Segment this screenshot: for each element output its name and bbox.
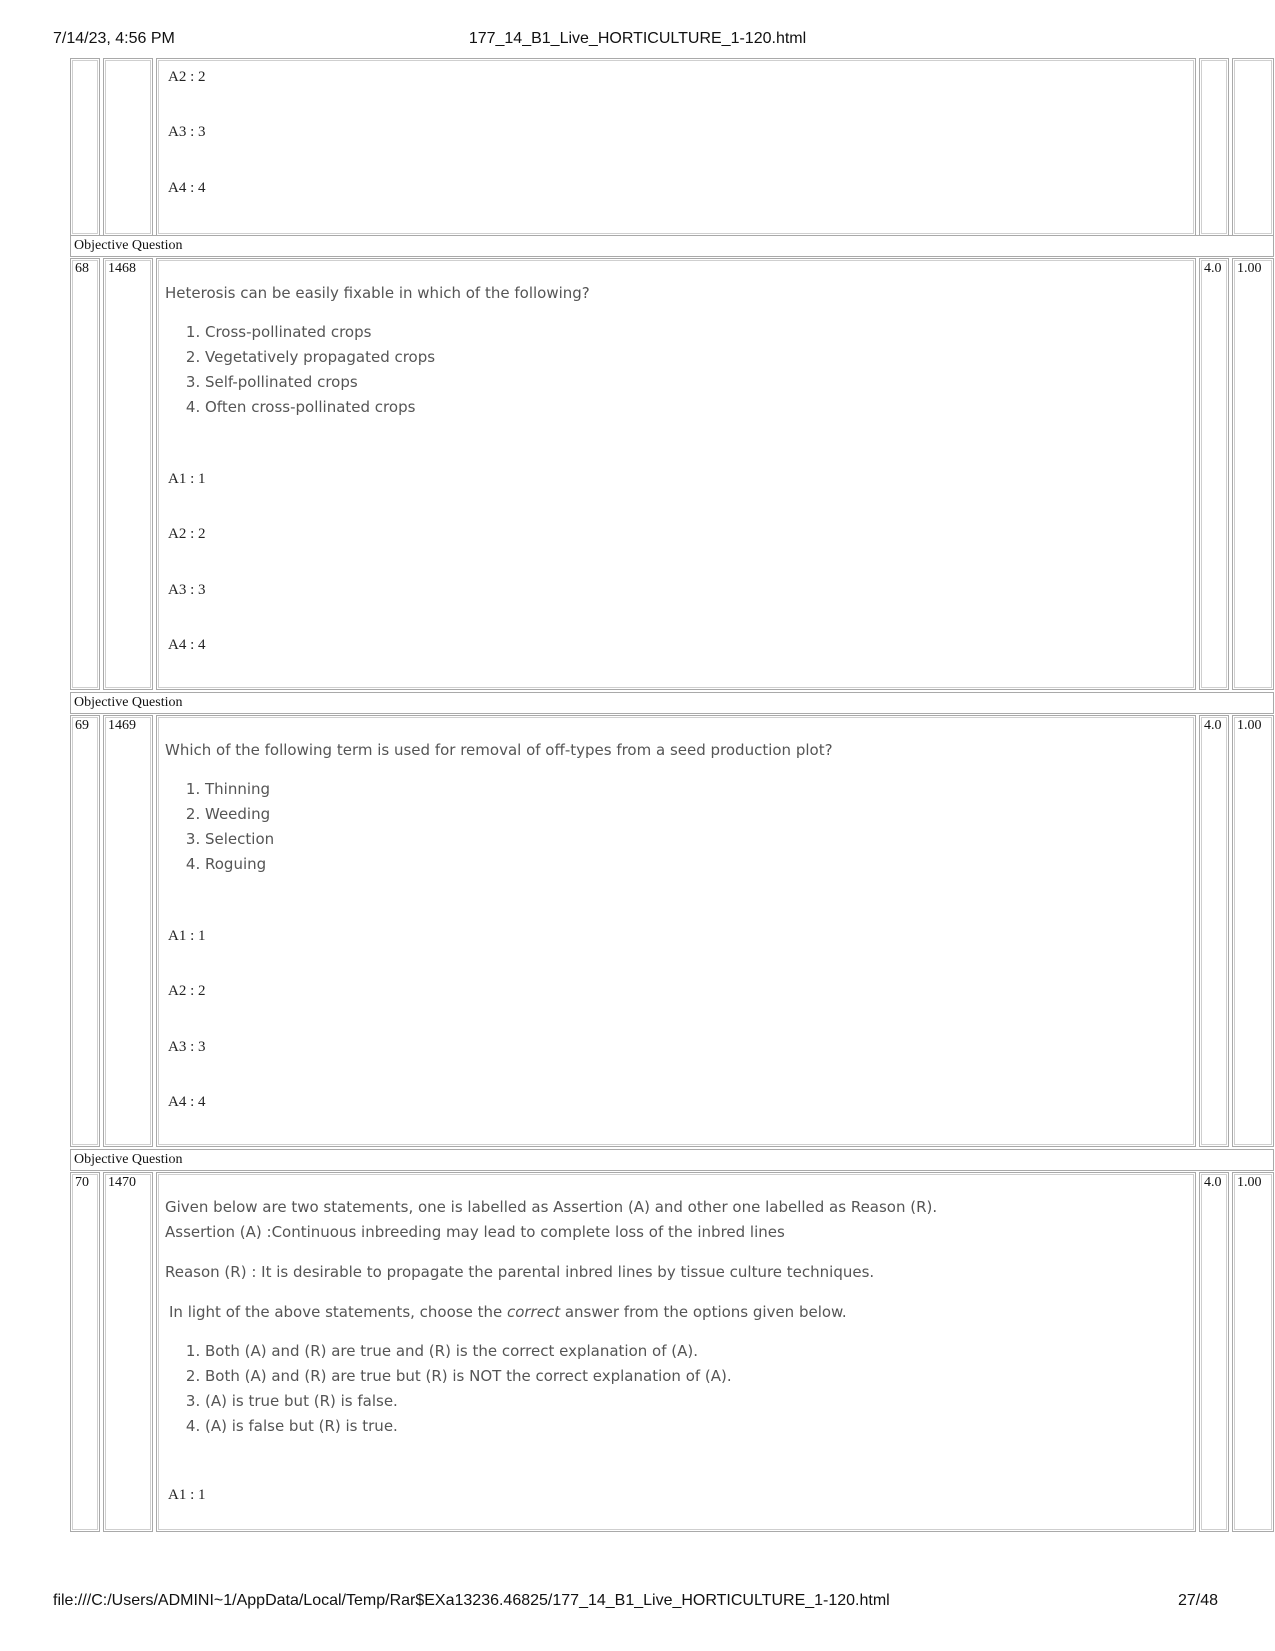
option-item: 4. Often cross-pollinated crops <box>205 395 1187 420</box>
section-label: Objective Question <box>74 695 183 710</box>
answer-option: A1 : 1 <box>168 928 206 944</box>
answer-option: A2 : 2 <box>168 69 206 85</box>
options-list <box>165 1339 1187 1439</box>
section-label-bar <box>70 235 1274 257</box>
reason-text: Reason (R) : It is desirable to propagate the parental inbred lines by tissue culture techniques. <box>165 1263 875 1281</box>
question-content-cell <box>156 258 1196 690</box>
assertion-text: Assertion (A) :Continuous inbreeding may lead to complete loss of the inbred lines <box>165 1223 785 1241</box>
answer-option: A2 : 2 <box>168 526 206 542</box>
section-label: Objective Question <box>74 238 183 253</box>
negative-marks-value: 1.00 <box>1237 718 1262 733</box>
option-item: 2. Weeding <box>205 802 1187 827</box>
answer-option: A2 : 2 <box>168 983 206 999</box>
page-number: 27/48 <box>1177 1592 1218 1609</box>
negative-marks-cell <box>1232 1172 1274 1532</box>
question-number: 68 <box>75 261 89 276</box>
negative-marks-cell <box>1232 715 1274 1147</box>
answer-option: A3 : 3 <box>168 124 206 140</box>
instruction-text <box>165 1300 1187 1325</box>
question-number: 69 <box>75 718 89 733</box>
option-item: 3. Self-pollinated crops <box>205 370 1187 395</box>
question-stem: Heterosis can be easily fixable in which of the following? <box>165 284 590 302</box>
prev-negative-cell <box>1232 58 1274 236</box>
prev-qid-cell <box>103 58 153 236</box>
instruction-emphasis: correct <box>506 1303 561 1321</box>
question-stem-line: Given below are two statements, one is labelled as Assertion (A) and other one labelled as Reason (R). <box>165 1198 938 1216</box>
qid-cell <box>103 715 153 1147</box>
negative-marks-value: 1.00 <box>1237 261 1262 276</box>
marks-value: 4.0 <box>1204 1175 1222 1190</box>
option-item: 4. (A) is false but (R) is true. <box>205 1414 1187 1439</box>
question-content-cell <box>156 715 1196 1147</box>
answer-option: A4 : 4 <box>168 180 206 196</box>
section-label: Objective Question <box>74 1152 183 1167</box>
section-label-bar <box>70 692 1274 714</box>
negative-marks-value: 1.00 <box>1237 1175 1262 1190</box>
question-id: 1469 <box>108 718 136 733</box>
answer-option: A4 : 4 <box>168 637 206 653</box>
answer-option: A1 : 1 <box>168 1487 206 1503</box>
question-content-cell <box>156 1172 1196 1532</box>
answer-option: A3 : 3 <box>168 582 206 598</box>
answer-option: A1 : 1 <box>168 471 206 487</box>
print-datetime: 7/14/23, 4:56 PM <box>53 30 175 47</box>
marks-value: 4.0 <box>1204 261 1222 276</box>
marks-value: 4.0 <box>1204 718 1222 733</box>
option-item: 2. Both (A) and (R) are true but (R) is NOT the correct explanation of (A). <box>205 1364 1187 1389</box>
negative-marks-cell <box>1232 258 1274 690</box>
sno-cell <box>70 715 100 1147</box>
instruction-post: answer from the options given below. <box>560 1303 847 1321</box>
answer-option: A4 : 4 <box>168 1094 206 1110</box>
question-id: 1470 <box>108 1175 136 1190</box>
qid-cell <box>103 1172 153 1532</box>
option-item: 3. (A) is true but (R) is false. <box>205 1389 1187 1414</box>
instruction-pre: In light of the above statements, choose the <box>169 1303 507 1321</box>
option-item: 1. Cross-pollinated crops <box>205 320 1187 345</box>
prev-sno-cell <box>70 58 100 236</box>
option-item: 4. Roguing <box>205 852 1187 877</box>
prev-marks-cell <box>1199 58 1229 236</box>
print-title: 177_14_B1_Live_HORTICULTURE_1-120.html <box>468 30 807 47</box>
qid-cell <box>103 258 153 690</box>
option-item: 1. Thinning <box>205 777 1187 802</box>
sno-cell <box>70 1172 100 1532</box>
answer-option: A3 : 3 <box>168 1039 206 1055</box>
sno-cell <box>70 258 100 690</box>
option-item: 1. Both (A) and (R) are true and (R) is the correct explanation of (A). <box>205 1339 1187 1364</box>
marks-cell <box>1199 1172 1229 1532</box>
options-list <box>165 777 1187 877</box>
marks-cell <box>1199 715 1229 1147</box>
options-list <box>165 320 1187 420</box>
option-item: 2. Vegetatively propagated crops <box>205 345 1187 370</box>
question-stem: Which of the following term is used for removal of off-types from a seed production plot? <box>165 741 833 759</box>
section-label-bar <box>70 1149 1274 1171</box>
question-id: 1468 <box>108 261 136 276</box>
prev-content-cell <box>156 58 1196 236</box>
question-number: 70 <box>75 1175 89 1190</box>
marks-cell <box>1199 258 1229 690</box>
print-file-path: file:///C:/Users/ADMINI~1/AppData/Local/Temp/Rar$EXa13236.46825/177_14_B1_Live_HORTICULTURE_1-120.html <box>53 1592 890 1609</box>
option-item: 3. Selection <box>205 827 1187 852</box>
